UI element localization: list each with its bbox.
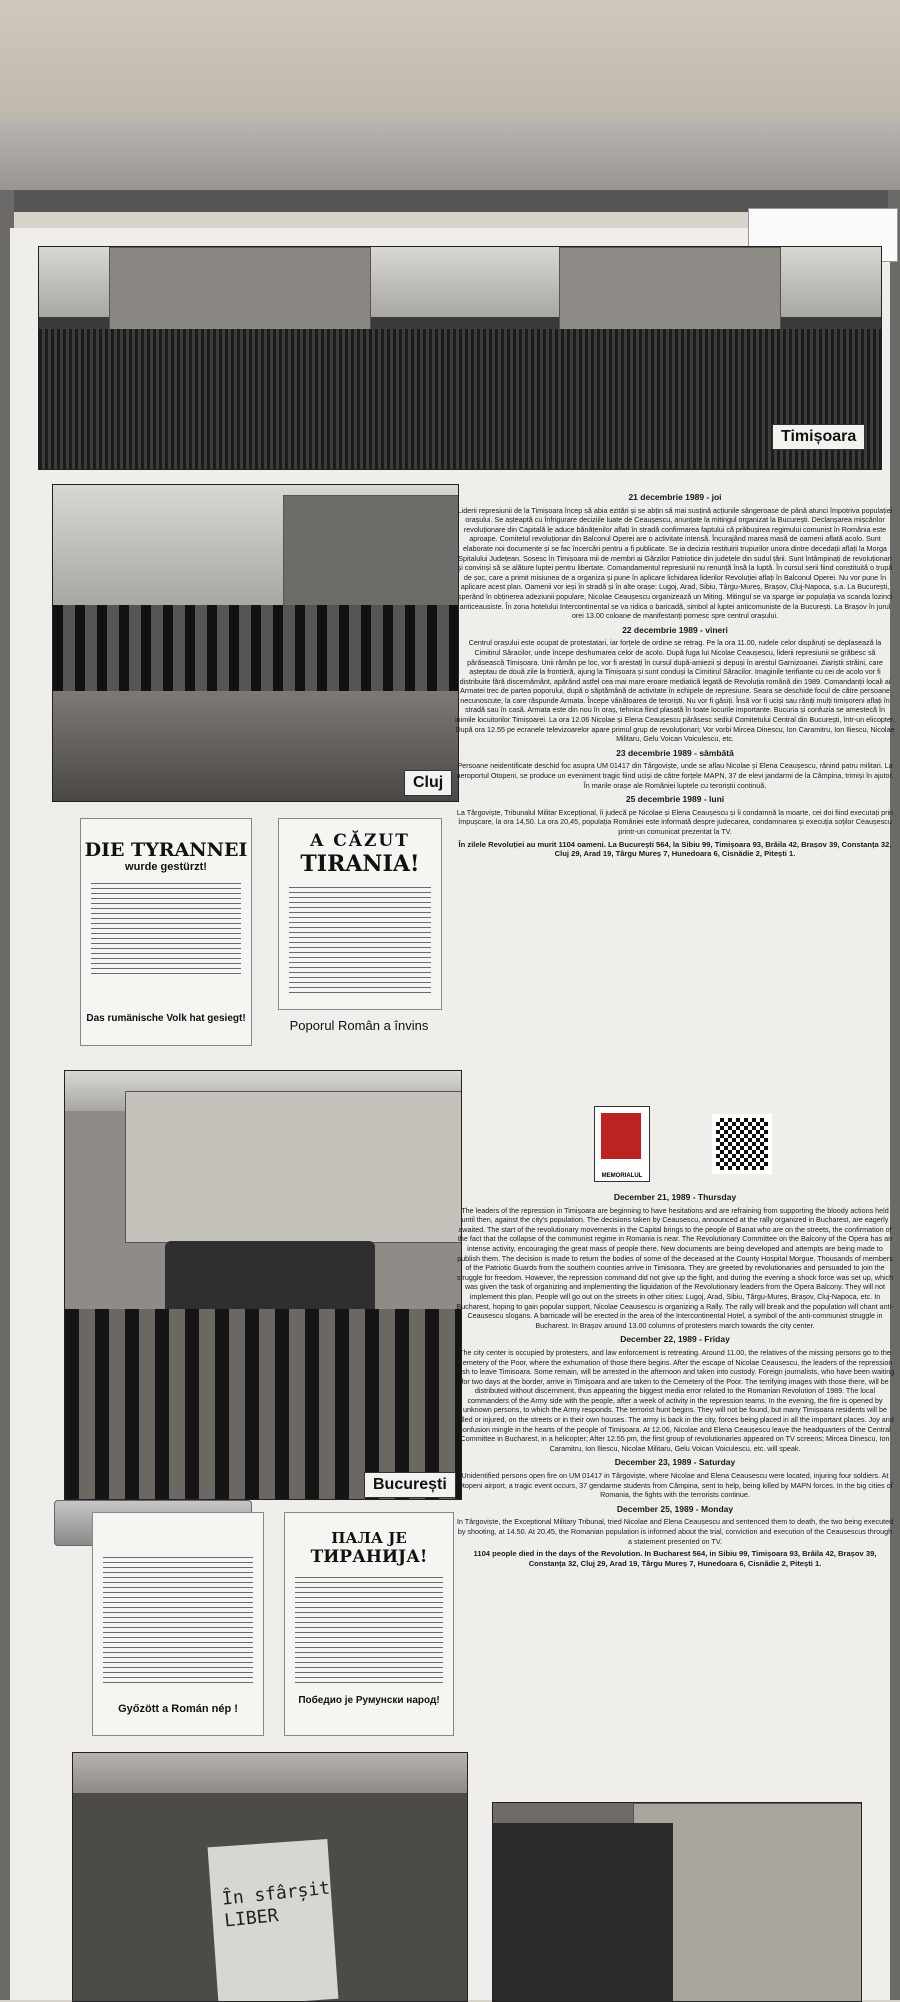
ro-paragraph-dec-25: La Târgoviște, Tribunalul Militar Excepțional, îi judecă pe Nicolae și Elena Ceaușescu și îi condamnă la moarte, cei doi fiind executați prin împușcare, la ora 14,50. La ora 20,45, populația României este informată despre judecarea, condamnarea și execuția soților Ceaușescu printr-un comunicat prezentat la TV. xyxy=(456,807,894,836)
caption-cluj: Cluj xyxy=(404,770,452,796)
ro-paragraph-dec-22: Centrul orașului este ocupat de protestatari, iar forțele de ordine se retrag. Pe la ora 11.00, rudele celor dispăruți se deplasează la Cimitirul Săracilor, unde începe deshumarea celor de acolo. După fuga lui Nicolae Ceaușescu, liderii represiunii se grăbesc să părăsească Timișoara. Unii rămân pe loc, vor fi arestați în cursul după-amiezii și depuși în arestul Garnizoanei. Ziariștii străini, care așteptau de două zile la frontieră, ajung la Timișoara și sunt conduși la Cimitirul Săracilor. Imaginile terifiante cu cei de acolo vor fi distribuite fără discernământ, apărând astfel cea mai mare eroare mediatică legată de Revoluția română din 1989. Comandanții locali ai Armatei trec de partea poporului, după o săptămână de activitate în echipele de represiune. Seara se deschide focul de către persoane necunoscute, la care răspunde Armata. Începe vânătoarea de teroriști. Nu vor fi găsiți. Însă vor fi uciși sau răniți mulți timișoreni aflați în stradă sau în casă. Armata este din nou în oraș, tehnica fiind plasată în toate locurile importante. Bucuria și confuzia se amestecă în inimile locuitorilor Timișoarei. La ora 12.06 Nicolae și Elena Ceaușescu părăsesc sediul Comitetului Central din București, într-un elicopter. După ora 12.55 pe ecranele televizoarelor apare primul grup de revoluționari; Vor vorbi Mircea Dinescu, Ion Caramitru, Ion Iliescu, Nicolae Militaru, Gelu Voican Voiculescu, etc. xyxy=(455,638,895,744)
poster-a-cazut-tirania xyxy=(278,818,442,1010)
ro-heading-dec-25: 25 decembrie 1989 - luni xyxy=(625,794,725,805)
poster-die-tyrannei-footer: Das rumänische Volk hat gesiegt! xyxy=(86,1013,246,1024)
bucuresti-tanks-photo xyxy=(64,1070,462,1500)
poster-die-tyrannei-text xyxy=(91,879,241,975)
poster-serbian-title: ПАЛА ЈЕ xyxy=(331,1529,407,1547)
ro-casualties: În zilele Revoluției au murit 1104 oameni. La București 564, la Sibiu 99, Timișoara 93, Brăila 42, Brașov 39, Constanța 32, Cluj 29, Arad 19, Târgu Mureș 7, Hunedoara 6, Cisnădie 2, Pitești 1. xyxy=(458,839,892,859)
en-casualties: 1104 people died in the days of the Revolution. In Bucharest 564, in Sibiu 99, Timișoara 93, Brăila 42, Brașov 39, Constanța 32, Cluj 29, Arad 19, Târgu Mureș 7, Hunedoara 6, Cisnădie 2, Pitești 1. xyxy=(473,1549,877,1568)
poster-a-cazut-text xyxy=(289,883,431,993)
poster-hungarian xyxy=(92,1512,264,1736)
caption-bucuresti: București xyxy=(364,1472,456,1498)
en-heading-dec-23: December 23, 1989 - Saturday xyxy=(614,1457,736,1468)
en-heading-dec-22: December 22, 1989 - Friday xyxy=(620,1334,730,1345)
poster-serbian-footer: Победио је Румунски народ! xyxy=(298,1695,440,1706)
liber-banner-photo xyxy=(72,1752,468,2002)
poster-die-tyrannei-subtitle: wurde gestürzt! xyxy=(125,861,207,873)
ro-heading-dec-23: 23 decembrie 1989 - sâmbătă xyxy=(616,747,734,758)
memorialul-logo xyxy=(594,1106,650,1182)
en-heading-dec-25: December 25, 1989 - Monday xyxy=(616,1503,734,1514)
soldiers-street-photo xyxy=(492,1802,862,2002)
memorialul-logo-text: MEMORIALUL xyxy=(601,1173,643,1179)
ro-heading-dec-21: 21 decembrie 1989 - joi xyxy=(628,492,722,502)
liber-banner-text: În sfârșit LIBER xyxy=(221,1877,331,1932)
poster-a-cazut-title2: TIRANIA! xyxy=(300,851,420,877)
cluj-soldiers-photo xyxy=(52,484,459,802)
en-paragraph-dec-23: Unidentified persons open fire on UM 01417 in Târgoviște, where Nicolae and Elena Ceausescu were located, injuring four soldiers. At Otopeni airport, a tragic event occurs, 37 gendarme students from Câmpina, sent to help, being killed by MAPN forces. In the big cities of Romania, the fights with the terrorists continue. xyxy=(457,1471,893,1500)
ro-paragraph-dec-21: Liderii represiunii de la Timișoara încep să abia ezitări și se abțin să mai susțină acțiunile sângeroase de până atunci împotriva populației orașului. Se așteaptă cu înfrigurare deciziile luate de Ceaușescu, anunțate la mitingul organizat la București. Declanșarea mișcărilor revoluționare din Capitală le aduce bănățenilor aflați în stradă confirmarea faptului că prăbușirea regimului comunist în România este aproape. Comitetul revoluționar din Balconul Operei are o activitate intensă. Încurajând marea masă de oameni aflată acolo. Sunt elaborate noi documente și se fac încercări pentru a fi publicate. Se ia decizia restituirii trupurilor unora dintre decedații aflați la Morga Spitalului Județean. Sosesc în Timișoara mii de membri ai Gărzilor Patriotice din județele din sudul țării. Sunt întâmpinați de revoluționari și convinși să se alăture luptei pentru libertate. Comandamentul represiunii nu renunță însă la luptă. În cursul serii fiind constituită o trupă de șoc, care a primit misiunea de a organiza și pune în aplicare lichidarea liderilor Revoluției aflați în Balconul Operei. Nu vor pune în aplicare acest plan. Oamenii vor ieși în stradă și în alte orașe: Lugoj, Arad, Sibiu, Târgu-Mureș, Brașov, Cluj-Napoca, ș.a. La București, sperând în obținerea adeziunii populare, Nicolae Ceaușescu organizează un Miting. Mitingul se va sparge iar populația va scanda lozinci anticeausiste. În zona hotelului Intercontinental se va ridica o baricadă, simbol al luptei anticomuniste de la București. La Brașov în jurul orei 13.00 coloane de manifestanți pornesc spre centrul orașului. xyxy=(457,505,893,621)
wall-background xyxy=(0,0,900,130)
romanian-text-column xyxy=(455,488,895,862)
poster-hungarian-text xyxy=(103,1553,253,1683)
ro-paragraph-dec-23: Persoane neidentificate deschid foc asupra UM 01417 din Târgoviște, unde se aflau Nicolae și Elena Ceaușescu, rănind patru militari. La aeroportul Otopeni, se produce un eveniment tragic fiind uciși de către forțele MAPN, 37 de elevi jandarmi de la Câmpina, trimiși în ajutor. În marile orașe ale României luptele cu teroriștii continuă. xyxy=(456,761,894,790)
poster-die-tyrannei xyxy=(80,818,252,1046)
en-paragraph-dec-25: In Târgoviște, the Exceptional Military Tribunal, tried Nicolae and Elena Ceaușescu and sentenced them to death, the two being executed by shooting, at 14.50. At 20.45, the Romanian population is informed about the trial, conviction and execution of the Ceausescus through a statement presented on TV. xyxy=(456,1517,894,1546)
ro-heading-dec-22: 22 decembrie 1989 - vineri xyxy=(622,624,728,635)
english-text-column xyxy=(455,1188,895,1571)
poster-serbian-title2: ТИРАНИЈА! xyxy=(310,1547,428,1567)
poster-a-cazut-caption: Poporul Român a învins xyxy=(289,1018,429,1033)
en-paragraph-dec-22: The city center is occupied by protesters, and law enforcement is retreating. Around 11.00, the relatives of the missing persons go to the Cemetery of the Poor, where the exhumation of those there begins. After the escape of Nicolae Ceausescu, the leaders of the repression rush to leave Timisoara. Some remain, will be arrested in the afternoon and taken into custody. Foreign journalists, who have been waiting for two days at the border, arrive in Timișoara and are taken to the Cemetery of the Poor. The terrifying images with those there, will be distributed without discernment, thus appearing the biggest media error related to the Romanian Revolution of 1989. The local commanders of the Army side with the people, after a week of activity in the repression teams. In the evening, the fire is opened by unknown persons, to which the Army responds. The terrorist hunt begins. They will not be found, but many Timișoara residents will be killed or injured, on the streets or in their own houses. The army is back in the city, forces being placed in all the important places. Joy and confusion mingle in the hearts of the people of Timișoara. At 12.06, Nicolae and Elena Ceaușescu leave the headquarters of the Central Committee in Bucharest, in a helicopter; After 12.55 pm, the first group of revolutionaries appeared on TV screens; Mircea Dinescu, Ion Caramitru, Ion Iliescu, Nicolae Militaru, Gelu Voican Voiculescu, etc. will speak. xyxy=(455,1347,895,1453)
poster-die-tyrannei-title: DIE TYRANNEI xyxy=(84,839,248,861)
poster-hungarian-footer: Győzött a Román nép ! xyxy=(118,1703,238,1715)
caption-timisoara: Timișoara xyxy=(772,424,865,450)
qr-code[interactable] xyxy=(712,1114,772,1174)
en-paragraph-dec-21: The leaders of the repression in Timișoara are beginning to have hesitations and are refraining from supporting the bloody actions held until then, against the city's population. The decisions taken by Ceausescu, announced at the rally organized in Bucharest, are eagerly awaited. The start of the revolutionary movements in the Capital brings to the people of Banat who are on the streets, the confirmation of the fact that the collapse of the communist regime in Romania is near. The Revolutionary Committee on the Balcony of the Opera has an intense activity, encouraging the great mass of people there. New documents are being developed and attempts are being made to publish them. The decision is made to return the bodies of some of the deceased at the County Hospital Morgue. Thousands of members of the Patriotic Guards from the southern counties arrive in Timisoara. They are greeted by revolutionaries and persuaded to join the struggle for freedom. However, the repression command did not give up the fight, and during the evening a shock force was set up, which was given the task of organizing and implementing the liquidation of the Revolutionary leaders from the Opera Balcony. They will not implement this plan. People will go out on the streets in other cities: Lugoj, Arad, Sibiu, Târgu-Mureș, Brașov, Cluj-Napoca, etc. In Bucharest, hoping to gain popular support, Nicolae Ceausescu is organizing a Rally. The rally will break and the population will chant anti-Ceausescu slogans. A barricade will be erected in the area of the Intercontinental Hotel, a symbol of the anti-communist struggle in Bucharest. In Brașov around 13.00 columns of protesters march towards the city center. xyxy=(456,1205,894,1330)
en-heading-dec-21: December 21, 1989 - Thursday xyxy=(613,1192,737,1202)
poster-a-cazut-title: A CĂZUT xyxy=(310,831,410,851)
poster-serbian xyxy=(284,1512,454,1736)
timisoara-crowd-photo xyxy=(38,246,882,470)
poster-serbian-text xyxy=(295,1573,443,1685)
